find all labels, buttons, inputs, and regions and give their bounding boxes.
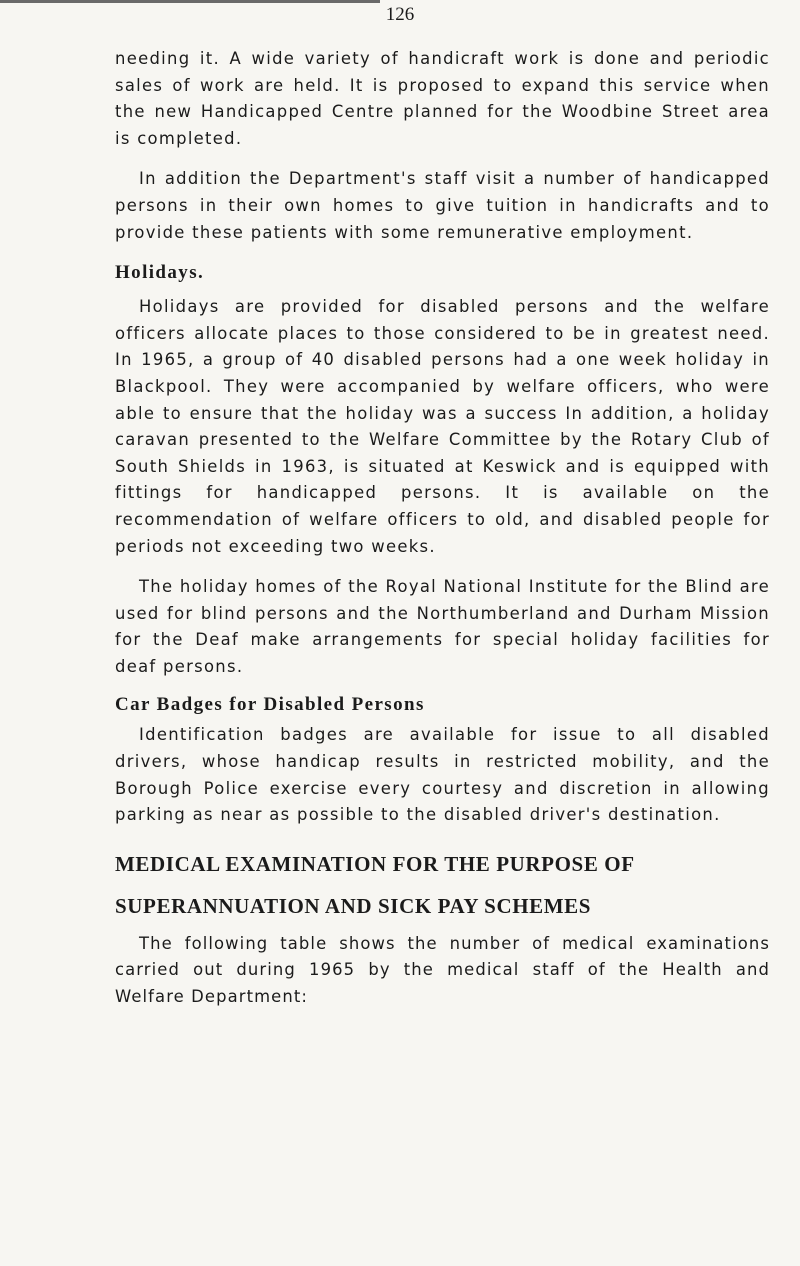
heading-medical-line-1: MEDICAL EXAMINATION FOR THE PURPOSE OF — [115, 851, 635, 876]
heading-medical-examination — [115, 843, 770, 927]
heading-medical-line-2: SUPERANNUATION AND SICK PAY SCHEMES — [115, 893, 592, 918]
page-number: 126 — [385, 4, 415, 25]
paragraph-holidays: Holidays are provided for disabled persons and the welfare officers allocate places to those considered to be in greatest need. In 1965, a group of 40 disabled persons had a one week holiday in Blackpool. They were accompanied by welfare officers, who were able to ensure that the holiday was a success In addition, a holiday caravan presented to the Welfare Committee by the Rotary Club of South Shields in 1963, is situated at Keswick and is equipped with fittings for handicapped persons. It is available on the recommendation of welfare officers to old, and disabled people for periods not exceeding two weeks. — [115, 297, 770, 556]
paragraph-handicraft: needing it. A wide variety of handicraft work is done and periodic sales of work are held. It is proposed to expand this service when the new Handicapped Centre planned for the Woodbine Street area is completed. — [115, 49, 770, 148]
paragraph-home-tuition: In addition the Department's staff visit a number of handicapped persons in their own homes to give tuition in handicrafts and to provide these patients with some remunerative employment. — [115, 169, 770, 242]
paragraph-holiday-homes: The holiday homes of the Royal National Institute for the Blind are used for blind persons and the Northumberland and Durham Mission for the Deaf make arrangements for special holiday facilities for deaf persons. — [115, 577, 770, 676]
scan-edge-rule — [0, 0, 380, 3]
heading-holidays: Holidays. — [115, 262, 205, 284]
document-body — [115, 46, 770, 1011]
heading-car-badges: Car Badges for Disabled Persons — [115, 694, 425, 716]
paragraph-car-badges: Identification badges are available for issue to all disabled drivers, whose handicap results in restricted mobility, and the Borough Police exercise every courtesy and discretion in allowing parking as near as possible to the disabled driver's destination. — [115, 725, 770, 825]
spacer — [115, 560, 770, 574]
paragraph-medical-table-intro: The following table shows the number of medical examinations carried out during 1965 by the medical staff of the Health and Welfare Department: — [115, 933, 770, 1007]
spacer — [115, 152, 770, 166]
